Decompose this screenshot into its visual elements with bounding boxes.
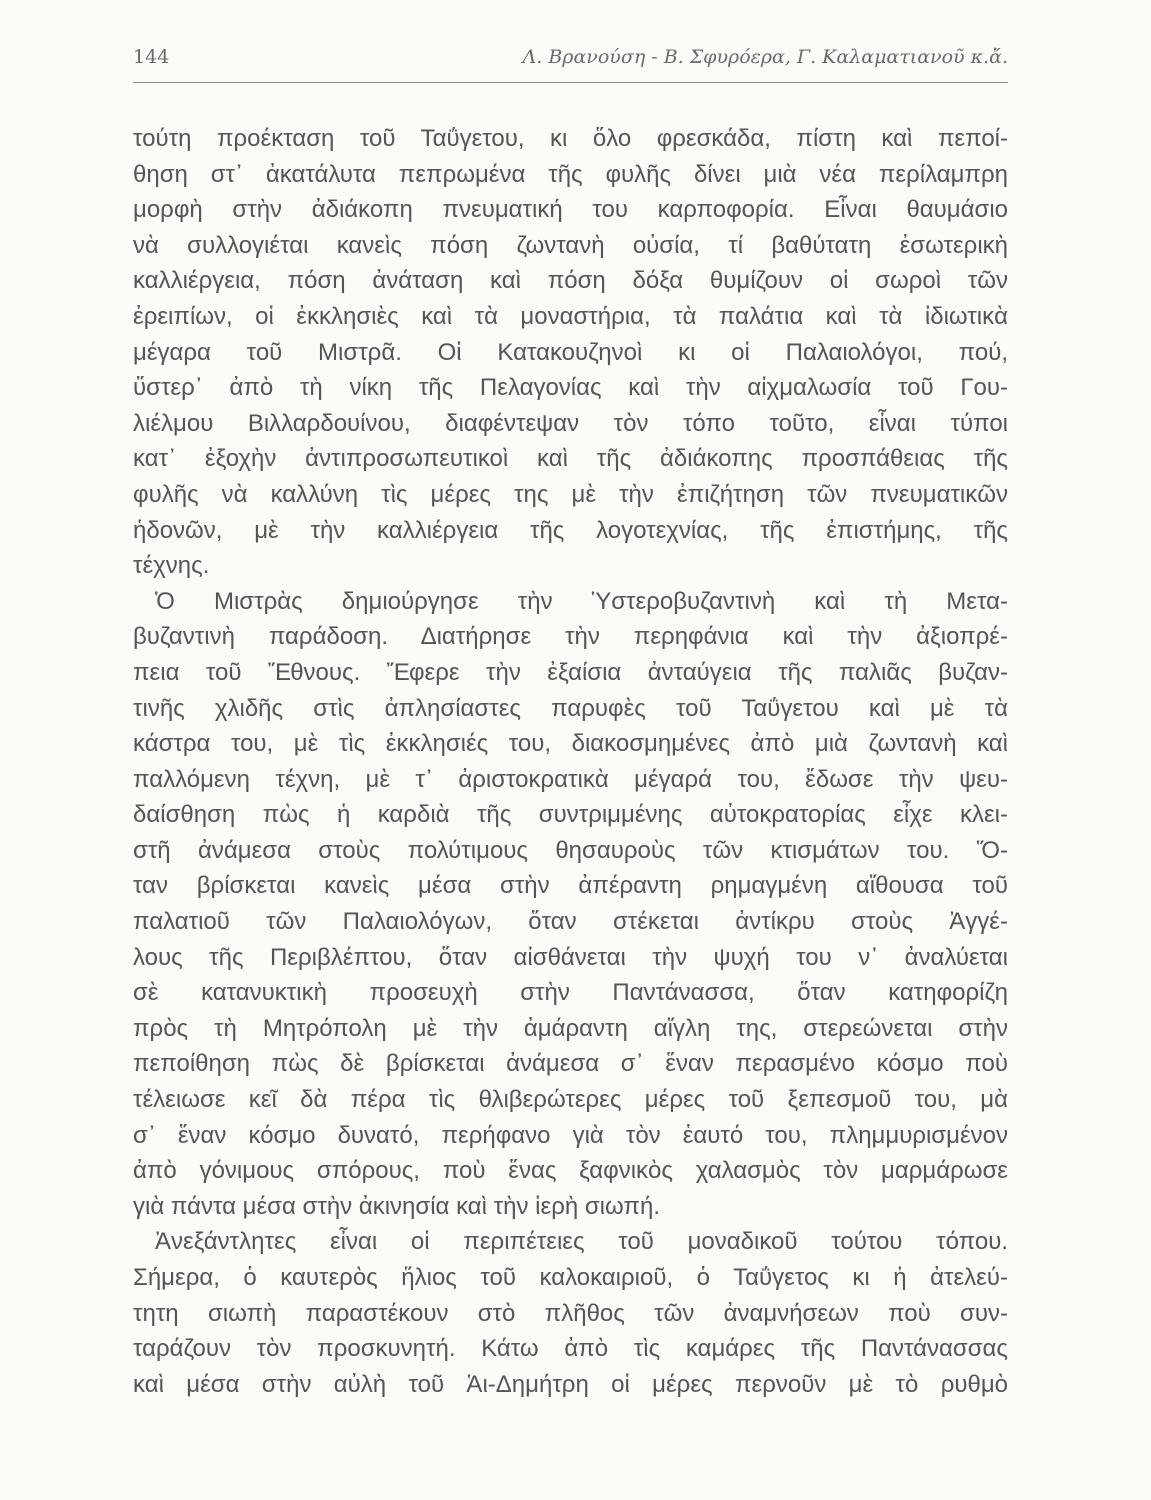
text-line-content: ταράζουν τὸν προσκυνητή. Κάτω ἀπὸ τὶς καμάρες τῆς Παντάνασσας [133,1335,1008,1363]
text-line-content: Ὁ Μιστρὰς δημιούργησε τὴν Ὑστεροβυζαντινὴ καὶ τὴ Μετα- [155,587,1008,615]
text-line [133,299,1008,335]
text-line [133,833,1008,869]
text-line-content: κάστρα του, μὲ τὶς ἐκκλησιές του, διακοσμημένες ἀπὸ μιὰ ζωντανὴ καὶ [133,730,1008,758]
text-line-content: σ᾽ ἕναν κόσμο δυνατό, περήφανο γιὰ τὸν ἑαυτό του, πλημμυρισμένον [133,1121,1008,1149]
text-line [133,1153,1008,1189]
text-line [133,228,1008,264]
text-line [133,513,1008,549]
text-line [133,1189,1008,1225]
text-line [133,370,1008,406]
text-line [133,441,1008,477]
text-line-content: βυζαντινὴ παράδοση. Διατήρησε τὴν περηφάνια καὶ τὴν ἀξιοπρέ- [133,623,1008,651]
text-line [133,1367,1008,1403]
text-line-content: τινῆς χλιδῆς στὶς ἀπλησίαστες παρυφὲς τοῦ Ταΰγετου καὶ μὲ τὰ [133,694,1008,722]
text-line [133,406,1008,442]
header-rule [133,82,1008,83]
text-line [133,1331,1008,1367]
text-line-content: μορφὴ στὴν ἀδιάκοπη πνευματική του καρποφορία. Εἶναι θαυμάσιο [133,196,1008,224]
text-line [133,1118,1008,1154]
text-line-content: κατ᾽ ἐξοχὴν ἀντιπροσωπευτικοὶ καὶ τῆς ἀδιάκοπης προσπάθειας τῆς [133,445,1008,473]
text-line-content: ἀπὸ γόνιμους σπόρους, ποὺ ἕνας ξαφνικὸς χαλασμὸς τὸν μαρμάρωσε [133,1157,1008,1185]
text-line [133,762,1008,798]
text-line [133,797,1008,833]
text-line [133,726,1008,762]
text-line-content: στῆ ἀνάμεσα στοὺς πολύτιμους θησαυροὺς τῶν κτισμάτων του. Ὅ- [133,836,1008,864]
page-header [133,44,1008,74]
text-line [133,975,1008,1011]
text-line-content: τούτη προέκταση τοῦ Ταΰγετου, κι ὅλο φρεσκάδα, πίστη καὶ πεποί- [133,125,1008,152]
text-line [133,1260,1008,1296]
text-line [133,1046,1008,1082]
text-line [133,1296,1008,1332]
text-line-content: Σήμερα, ὁ καυτερὸς ἥλιος τοῦ καλοκαιριοῦ, ὁ Ταΰγετος κι ἡ ἀτελεύ- [133,1264,1008,1291]
text-line [133,335,1008,371]
text-line-content: τέλειωσε κεῖ δὰ πέρα τὶς θλιβερώτερες μέρες τοῦ ξεπεσμοῦ του, μὰ [133,1086,1008,1114]
text-line [133,619,1008,655]
text-line-content: παλατιοῦ τῶν Παλαιολόγων, ὅταν στέκεται ἀντίκρυ στοὺς Ἀγγέ- [133,908,1008,936]
text-line [133,904,1008,940]
text-line [133,691,1008,727]
text-line-content: καλλιέργεια, πόση ἀνάταση καὶ πόση δόξα θυμίζουν οἱ σωροὶ τῶν [133,267,1008,295]
text-line-content: καὶ μέσα στὴν αὐλὴ τοῦ Ἁι-Δημήτρη οἱ μέρες περνοῦν μὲ τὸ ρυθμὸ [133,1370,1008,1398]
text-line-content: τέχνης. [133,552,210,580]
text-line [133,157,1008,193]
text-line [133,121,1008,157]
text-line-content: πρὸς τὴ Μητρόπολη μὲ τὴν ἀμάραντη αἴγλη της, στερεώνεται στὴν [133,1014,1008,1042]
text-line [133,1224,1008,1260]
text-line [133,868,1008,904]
text-line-content: θηση στ᾽ ἀκατάλυτα πεπρωμένα τῆς φυλῆς δίνει μιὰ νέα περίλαμπρη [133,160,1008,188]
text-line-content: πεια τοῦ Ἔθνους. Ἔφερε τὴν ἐξαίσια ἀνταύγεια τῆς παλιᾶς βυζαν- [133,658,1008,686]
text-line [133,1011,1008,1047]
text-line-content: λους τῆς Περιβλέπτου, ὅταν αἰσθάνεται τὴν ψυχή του ν᾽ ἀναλύεται [133,943,1008,971]
text-line-content: ταν βρίσκεται κανεὶς μέσα στὴν ἀπέραντη ρημαγμένη αἴθουσα τοῦ [133,872,1008,900]
text-line-content: νὰ συλλογιέται κανεὶς πόση ζωντανὴ οὐσία, τί βαθύτατη ἐσωτερικὴ [133,231,1008,259]
text-line-content: ἐρειπίων, οἱ ἐκκλησιὲς καὶ τὰ μοναστήρια, τὰ παλάτια καὶ τὰ ἰδιωτικὰ [133,302,1008,330]
text-line [133,584,1008,620]
text-line [133,192,1008,228]
text-line [133,655,1008,691]
running-title: Λ. Βρανούση - Β. Σφυρόερα, Γ. Καλαματιανοῦ κ.ἄ. [522,46,1008,68]
body-text [133,121,1008,1402]
text-line-content: παλλόμενη τέχνη, μὲ τ᾽ ἀριστοκρατικὰ μέγαρά του, ἔδωσε τὴν ψευ- [133,765,1008,793]
text-line-content: Ἀνεξάντλητες εἶναι οἱ περιπέτειες τοῦ μοναδικοῦ τούτου τόπου. [155,1228,1008,1256]
text-line-content: τητη σιωπὴ παραστέκουν στὸ πλῆθος τῶν ἀναμνήσεων ποὺ συν- [133,1299,1008,1327]
text-line [133,548,1008,584]
text-line-content: σὲ κατανυκτικὴ προσευχὴ στὴν Παντάνασσα, ὅταν κατηφορίζη [133,979,1008,1007]
text-line-content: ὕστερ᾽ ἀπὸ τὴ νίκη τῆς Πελαγονίας καὶ τὴν αἰχμαλωσία τοῦ Γου- [133,374,1008,402]
text-line [133,477,1008,513]
text-line-content: φυλῆς νὰ καλλύνη τὶς μέρες της μὲ τὴν ἐπιζήτηση τῶν πνευματικῶν [133,480,1008,508]
text-line-content: πεποίθηση πὼς δὲ βρίσκεται ἀνάμεσα σ᾽ ἕναν περασμένο κόσμο ποὺ [133,1050,1008,1078]
text-line [133,263,1008,299]
text-line [133,940,1008,976]
text-line [133,1082,1008,1118]
text-line-content: μέγαρα τοῦ Μιστρᾶ. Οἱ Κατακουζηνοὶ κι οἱ Παλαιολόγοι, πού, [133,338,1008,366]
text-line-content: δαίσθηση πὼς ἡ καρδιὰ τῆς συντριμμένης αὐτοκρατορίας εἶχε κλει- [133,801,1008,829]
text-line-content: γιὰ πάντα μέσα στὴν ἀκινησία καὶ τὴν ἱερὴ σιωπή. [133,1192,660,1220]
page-number: 144 [133,46,170,68]
text-line-content: ἡδονῶν, μὲ τὴν καλλιέργεια τῆς λογοτεχνίας, τῆς ἐπιστήμης, τῆς [133,516,1008,544]
text-line-content: λιέλμου Βιλλαρδουίνου, διαφέντεψαν τὸν τόπο τοῦτο, εἶναι τύποι [133,409,1008,437]
